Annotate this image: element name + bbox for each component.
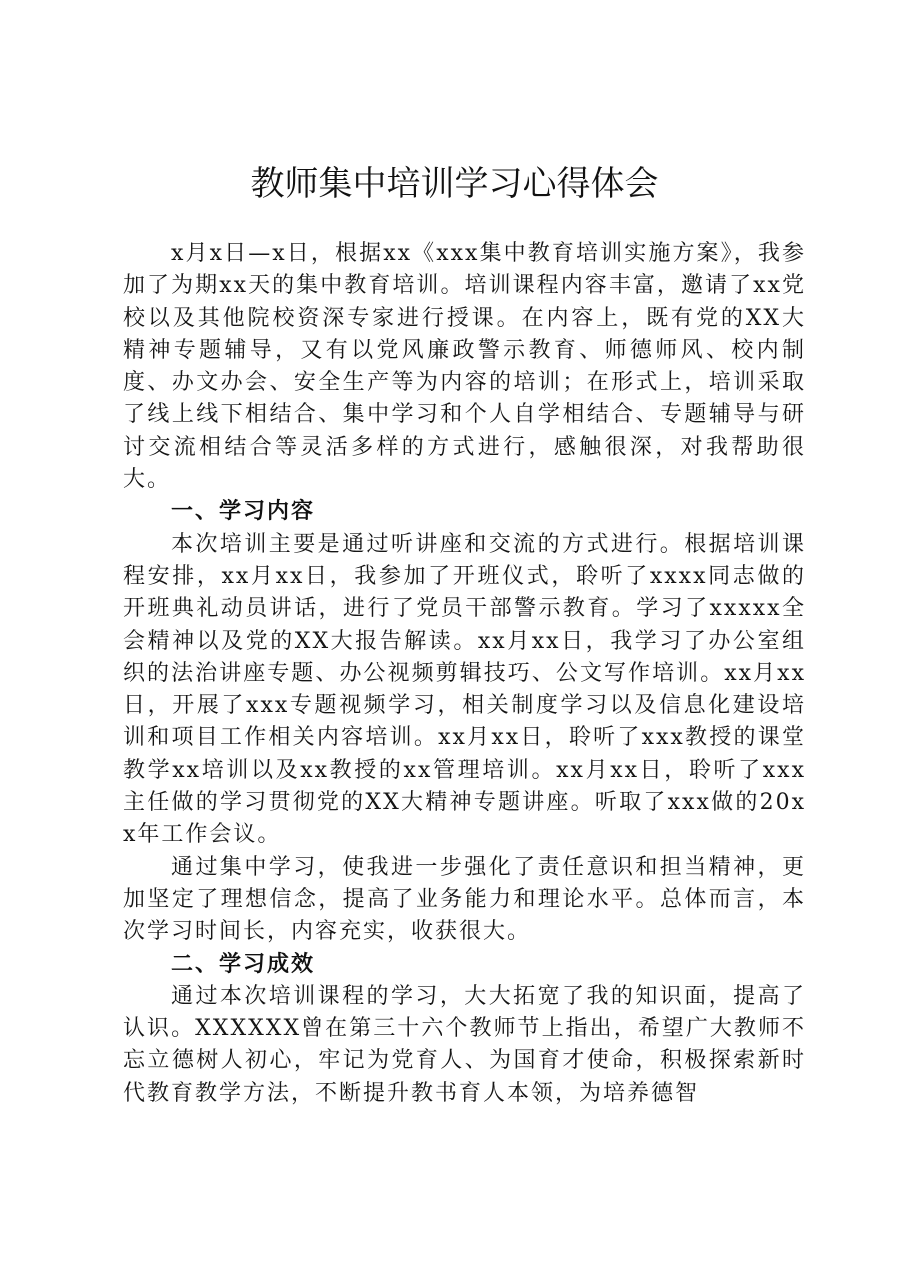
- document-body: [123, 238, 806, 1110]
- study-content-paragraph-1: 本次培训主要是通过听讲座和交流的方式进行。根据培训课程安排，xx月xx日，我参加了开班仪式，聆听了xxxx同志做的开班典礼动员讲话，进行了党员干部警示教育。学习了xxxxx全会精神以及党的XX大报告解读。xx月xx日，我学习了办公室组织的法治讲座专题、办公视频剪辑技巧、公文写作培训。xx月xx日，开展了xxx专题视频学习，相关制度学习以及信息化建设培训和项目工作相关内容培训。xx月xx日，聆听了xxx教授的课堂教学xx培训以及xx教授的xx管理培训。xx月xx日，聆听了xxx主任做的学习贯彻党的XX大精神专题讲座。听取了xxx做的20xx年工作会议。: [123, 531, 806, 848]
- study-content-paragraph-2: 通过集中学习，使我进一步强化了责任意识和担当精神，更加坚定了理想信念，提高了业务能力和理论水平。总体而言，本次学习时间长，内容充实，收获很大。: [123, 854, 806, 945]
- section-heading-study-content: 一、学习内容: [171, 499, 316, 525]
- section-heading-study-results: 二、学习成效: [171, 951, 316, 977]
- document-title: 教师集中培训学习心得体会: [250, 164, 659, 204]
- study-results-paragraph-1: 通过本次培训课程的学习，大大拓宽了我的知识面，提高了认识。XXXXXX曾在第三十六个教师节上指出，希望广大教师不忘立德树人初心，牢记为党育人、为国育才使命，积极探索新时代教育教学方法，不断提升教书育人本领，为培养德智: [123, 983, 806, 1106]
- intro-paragraph: x月x日—x日，根据xx《xxx集中教育培训实施方案》，我参加了为期xx天的集中教育培训。培训课程内容丰富，邀请了xx党校以及其他院校资深专家进行授课。在内容上，既有党的XX大精神专题辅导，又有以党风廉政警示教育、师德师风、校内制度、办文办会、安全生产等为内容的培训；在形式上，培训采取了线上线下相结合、集中学习和个人自学相结合、专题辅导与研讨交流相结合等灵活多样的方式进行，感触很深，对我帮助很大。: [123, 241, 806, 493]
